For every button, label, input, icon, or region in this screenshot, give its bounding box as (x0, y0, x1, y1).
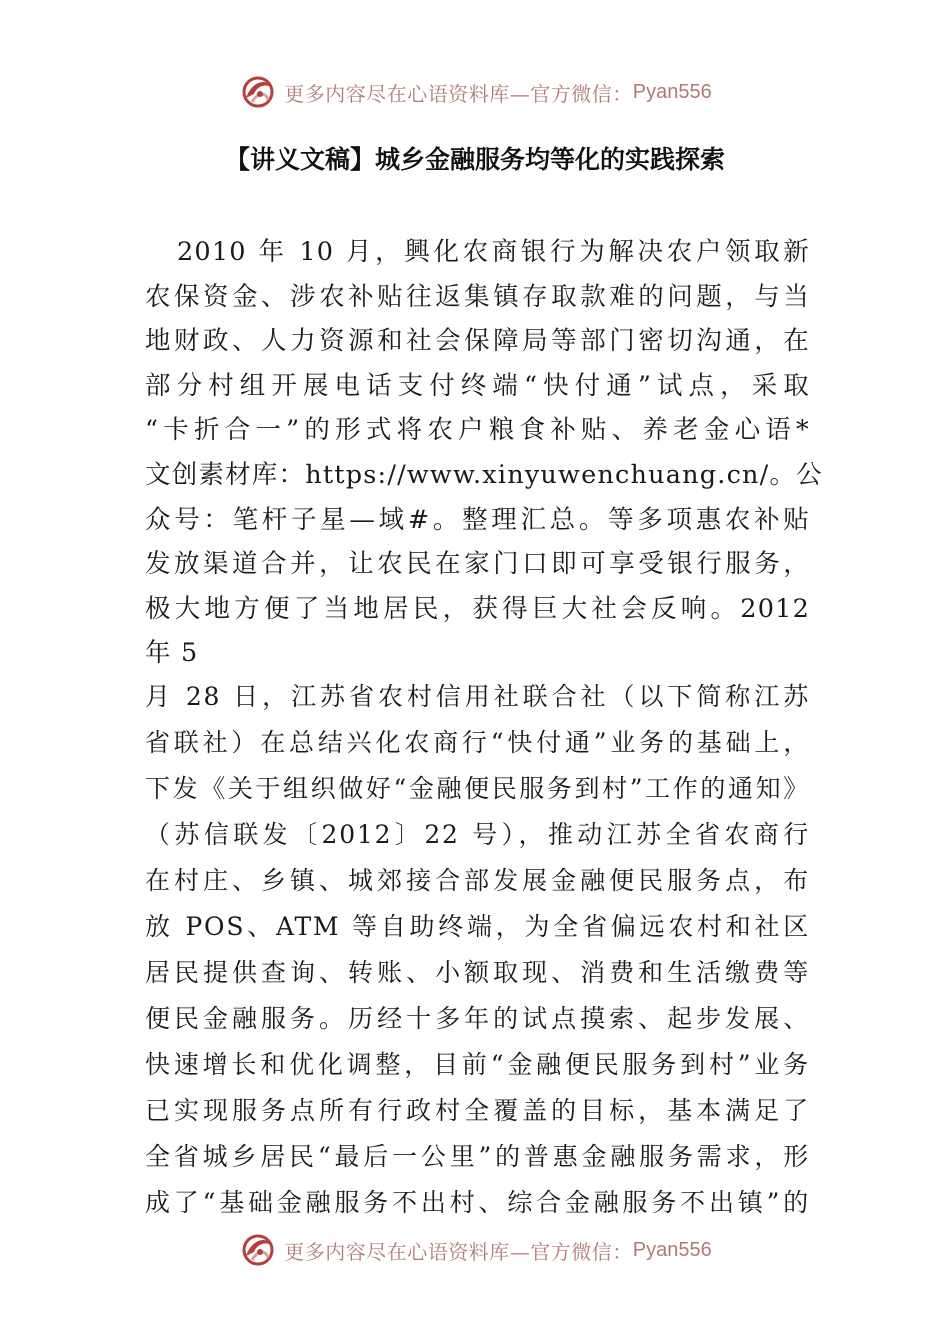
header-banner (0, 70, 950, 114)
paragraph-line: 快速增长和优化调整，目前“金融便民服务到村”业务 (145, 1050, 810, 1079)
paragraph-line: 成了“基础金融服务不出村、综合金融服务不出镇”的 (145, 1188, 810, 1217)
paragraph-line: 全省城乡居民“最后一公里”的普惠金融服务需求，形 (145, 1142, 810, 1171)
paragraph-line: “卡折合一”的形式将农户粮食补贴、养老金心语* (145, 415, 810, 446)
header-banner-text: 更多内容尽在心语资料库—官方微信： (284, 81, 633, 106)
paragraph-line: 下发《关于组织做好“金融便民服务到村”工作的通知》 (145, 774, 810, 803)
footer-banner-text: 更多内容尽在心语资料库—官方微信： (284, 1239, 633, 1264)
paragraph-line: 在村庄、乡镇、城郊接合部发展金融便民服务点，布 (145, 866, 810, 895)
paragraph-line: （苏信联发〔2012〕22 号），推动江苏全省农商行 (145, 820, 810, 849)
paragraph-line: 放 POS、ATM 等自助终端，为全省偏远农村和社区 (145, 912, 810, 941)
paragraph-1 (145, 230, 823, 676)
paragraph-2 (145, 674, 810, 1226)
paragraph-line: 众号：笔杆子星—域#。整理汇总。等多项惠农补贴 (145, 504, 810, 535)
document-title: 【讲义文稿】城乡金融服务均等化的实践探索 (224, 145, 725, 174)
paragraph-line: 极大地方便了当地居民，获得巨大社会反响。2012 (145, 593, 810, 624)
paragraph-line: 居民提供查询、转账、小额取现、消费和生活缴费等 (145, 958, 810, 987)
footer-wechat-account: Pyan556 (632, 1238, 712, 1261)
swirl-logo-icon (238, 1230, 278, 1270)
swirl-logo-icon (238, 72, 278, 112)
paragraph-line: 月 28 日，江苏省农村信用社联合社（以下简称江苏 (145, 682, 810, 711)
paragraph-line: 发放渠道合并，让农民在家门口即可享受银行服务， (145, 549, 810, 580)
header-wechat-account: Pyan556 (632, 80, 712, 103)
paragraph-line: 年 5 (145, 638, 199, 669)
footer-banner (0, 1228, 950, 1272)
paragraph-line: 部分村组开展电话支付终端“快付通”试点，采取 (145, 370, 810, 401)
paragraph-line: 便民金融服务。历经十多年的试点摸索、起步发展、 (145, 1004, 810, 1033)
paragraph-line: 已实现服务点所有行政村全覆盖的目标，基本满足了 (145, 1096, 810, 1125)
paragraph-line: 地财政、人力资源和社会保障局等部门密切沟通，在 (145, 326, 810, 357)
paragraph-line: 文创素材库：https://www.xinyuwenchuang.cn/。公 (145, 459, 823, 490)
paragraph-line: 省联社）在总结兴化农商行“快付通”业务的基础上， (145, 728, 810, 757)
paragraph-line: 2010 年 10 月，興化农商银行为解决农户领取新 (177, 237, 810, 267)
paragraph-line: 农保资金、涉农补贴往返集镇存取款难的问题，与当 (145, 281, 810, 312)
